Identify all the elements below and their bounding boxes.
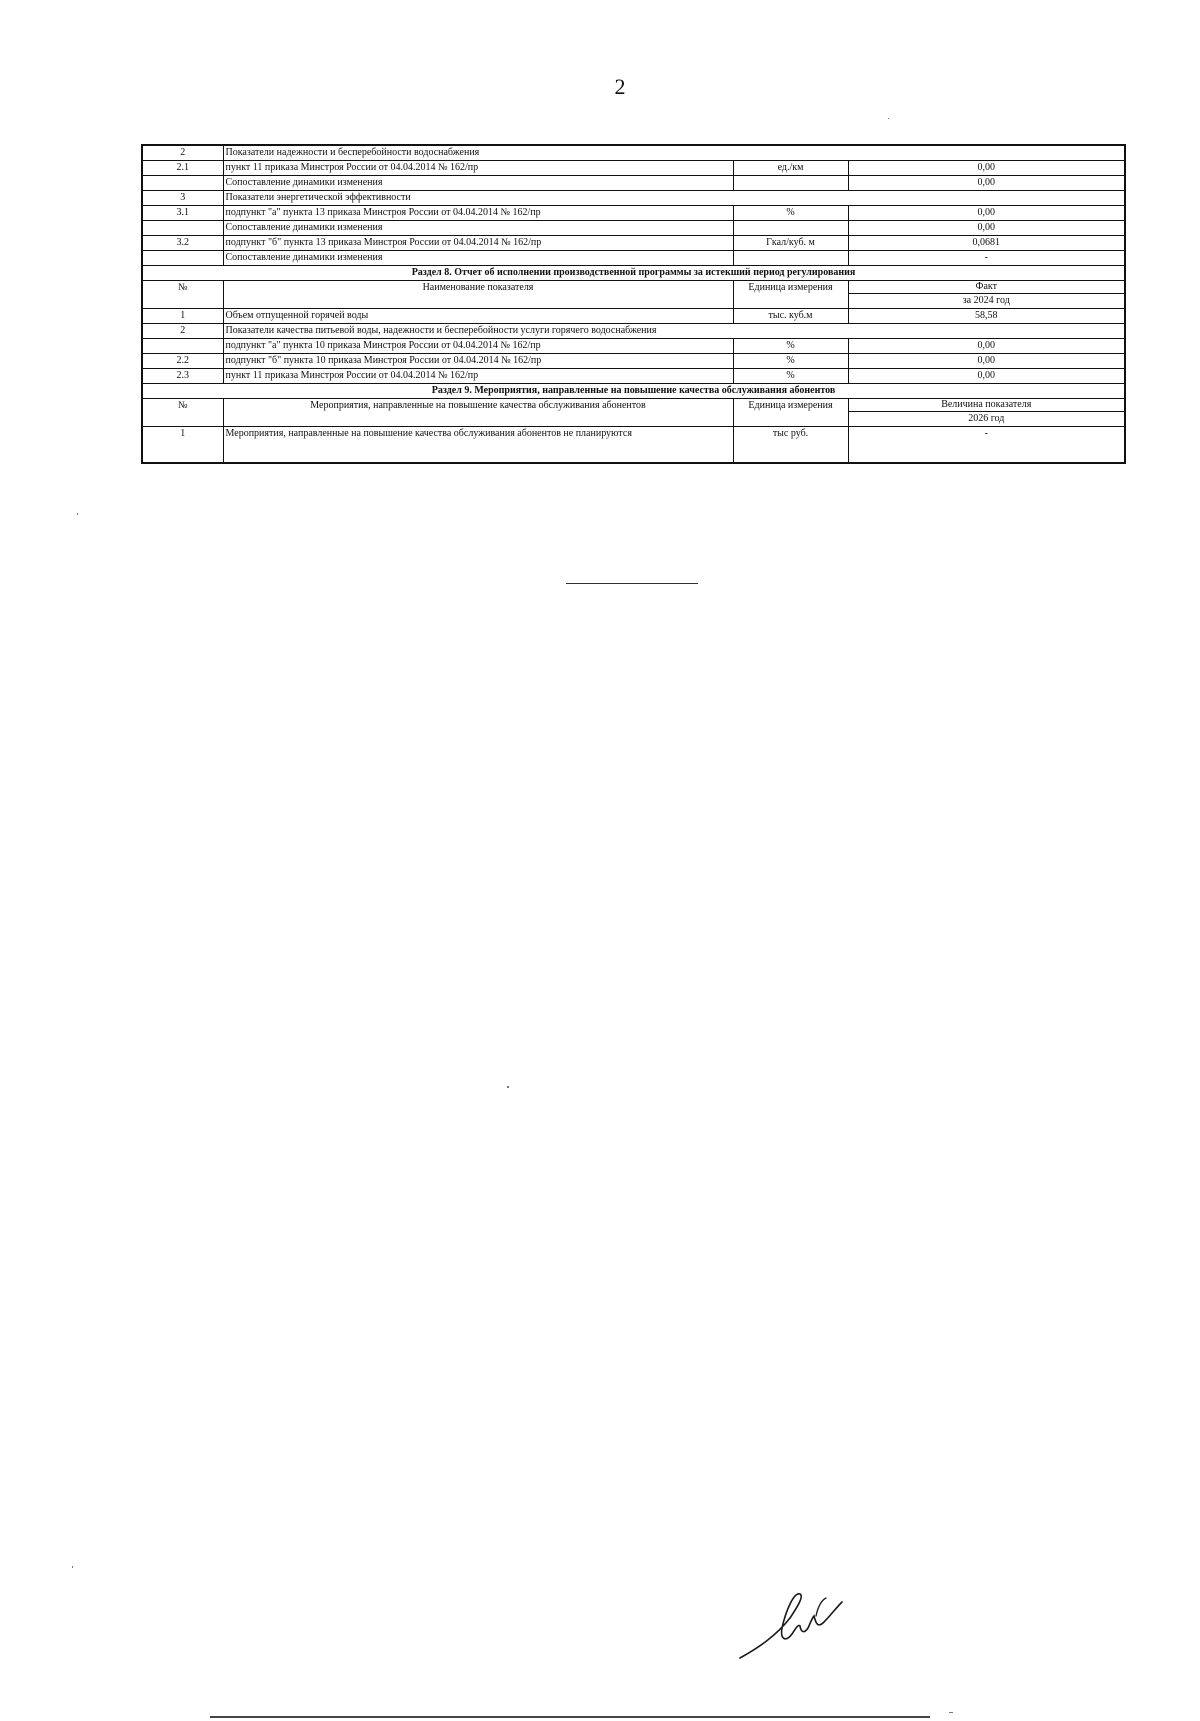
row-name: Показатели энергетической эффективности bbox=[223, 191, 1125, 206]
row-value: - bbox=[848, 427, 1125, 464]
table-row bbox=[142, 339, 1125, 354]
section8-header-row bbox=[142, 281, 1125, 309]
section9-title: Раздел 9. Мероприятия, направленные на повышение качества обслуживания абонентов bbox=[142, 384, 1125, 399]
row-unit: % bbox=[733, 206, 848, 221]
row-name: подпункт "а" пункта 10 приказа Минстроя России от 04.04.2014 № 162/пр bbox=[223, 339, 733, 354]
row-unit: Гкал/куб. м bbox=[733, 236, 848, 251]
row-unit: тыс. куб.м bbox=[733, 309, 848, 324]
row-num: 2 bbox=[142, 145, 223, 161]
row-name: подпункт "б" пункта 13 приказа Минстроя России от 04.04.2014 № 162/пр bbox=[223, 236, 733, 251]
table-row bbox=[142, 145, 1125, 161]
header-name: Мероприятия, направленные на повышение качества обслуживания абонентов bbox=[223, 399, 733, 427]
row-num: 1 bbox=[142, 309, 223, 324]
table-row bbox=[142, 354, 1125, 369]
row-value: 0,0681 bbox=[848, 236, 1125, 251]
row-unit: % bbox=[733, 369, 848, 384]
row-num bbox=[142, 176, 223, 191]
header-value-line1: Величина показателя bbox=[849, 399, 1125, 412]
row-unit bbox=[733, 221, 848, 236]
row-unit: ед./км bbox=[733, 161, 848, 176]
indicators-table-body bbox=[142, 145, 1125, 463]
section8-title-row bbox=[142, 266, 1125, 281]
section-divider-line bbox=[566, 583, 698, 584]
row-name: Сопоставление динамики изменения bbox=[223, 251, 733, 266]
table-row bbox=[142, 369, 1125, 384]
header-value bbox=[848, 281, 1125, 309]
header-unit: Единица измерения bbox=[733, 281, 848, 309]
page-number: 2 bbox=[614, 74, 626, 99]
header-num: № bbox=[142, 399, 223, 427]
scan-speck bbox=[888, 118, 889, 119]
row-value: 0,00 bbox=[848, 206, 1125, 221]
scan-speck bbox=[72, 1566, 73, 1568]
scan-speck bbox=[949, 1712, 953, 1713]
row-name: подпункт "б" пункта 10 приказа Минстроя России от 04.04.2014 № 162/пр bbox=[223, 354, 733, 369]
row-value: 0,00 bbox=[848, 369, 1125, 384]
header-value-line2: за 2024 год bbox=[962, 295, 1010, 306]
signature bbox=[738, 1588, 848, 1663]
row-num: 3 bbox=[142, 191, 223, 206]
row-num: 3.2 bbox=[142, 236, 223, 251]
scan-speck bbox=[77, 513, 78, 515]
row-name: пункт 11 приказа Минстроя России от 04.04.2014 № 162/пр bbox=[223, 369, 733, 384]
row-num: 2.1 bbox=[142, 161, 223, 176]
row-num: 2.3 bbox=[142, 369, 223, 384]
row-name: пункт 11 приказа Минстроя России от 04.04.2014 № 162/пр bbox=[223, 161, 733, 176]
row-num bbox=[142, 339, 223, 354]
row-name: Мероприятия, направленные на повышение качества обслуживания абонентов не планируются bbox=[223, 427, 733, 464]
table-row bbox=[142, 427, 1125, 464]
row-value: 0,00 bbox=[848, 161, 1125, 176]
row-value: 58,58 bbox=[848, 309, 1125, 324]
row-unit: % bbox=[733, 339, 848, 354]
table-row bbox=[142, 221, 1125, 236]
section9-title-row bbox=[142, 384, 1125, 399]
table-row bbox=[142, 309, 1125, 324]
header-value-line1: Факт bbox=[849, 281, 1125, 294]
row-value: - bbox=[848, 251, 1125, 266]
row-num bbox=[142, 221, 223, 236]
row-num bbox=[142, 251, 223, 266]
table-row bbox=[142, 206, 1125, 221]
table-row bbox=[142, 161, 1125, 176]
row-value: 0,00 bbox=[848, 221, 1125, 236]
table-row bbox=[142, 191, 1125, 206]
table-row bbox=[142, 324, 1125, 339]
row-value: 0,00 bbox=[848, 339, 1125, 354]
row-unit: % bbox=[733, 354, 848, 369]
row-unit bbox=[733, 251, 848, 266]
header-value-line2: 2026 год bbox=[968, 413, 1005, 424]
scan-speck bbox=[507, 1086, 509, 1088]
row-num: 2.2 bbox=[142, 354, 223, 369]
row-num: 1 bbox=[142, 427, 223, 464]
row-name: Сопоставление динамики изменения bbox=[223, 176, 733, 191]
section8-title: Раздел 8. Отчет об исполнении производственной программы за истекший период регулирования bbox=[142, 266, 1125, 281]
header-value bbox=[848, 399, 1125, 427]
row-name: Показатели надежности и бесперебойности водоснабжения bbox=[223, 145, 1125, 161]
row-name: Показатели качества питьевой воды, надежности и бесперебойности услуги горячего водоснабжения bbox=[223, 324, 1125, 339]
row-unit: тыс руб. bbox=[733, 427, 848, 464]
bottom-edge-line bbox=[210, 1716, 930, 1718]
table-row bbox=[142, 251, 1125, 266]
row-name: подпункт "а" пункта 13 приказа Минстроя России от 04.04.2014 № 162/пр bbox=[223, 206, 733, 221]
header-unit: Единица измерения bbox=[733, 399, 848, 427]
table-row bbox=[142, 236, 1125, 251]
table-row bbox=[142, 176, 1125, 191]
row-name: Объем отпущенной горячей воды bbox=[223, 309, 733, 324]
row-num: 2 bbox=[142, 324, 223, 339]
row-value: 0,00 bbox=[848, 176, 1125, 191]
row-unit bbox=[733, 176, 848, 191]
row-name: Сопоставление динамики изменения bbox=[223, 221, 733, 236]
header-name: Наименование показателя bbox=[223, 281, 733, 309]
section9-header-row bbox=[142, 399, 1125, 427]
row-num: 3.1 bbox=[142, 206, 223, 221]
row-value: 0,00 bbox=[848, 354, 1125, 369]
header-num: № bbox=[142, 281, 223, 309]
indicators-table bbox=[141, 144, 1126, 464]
